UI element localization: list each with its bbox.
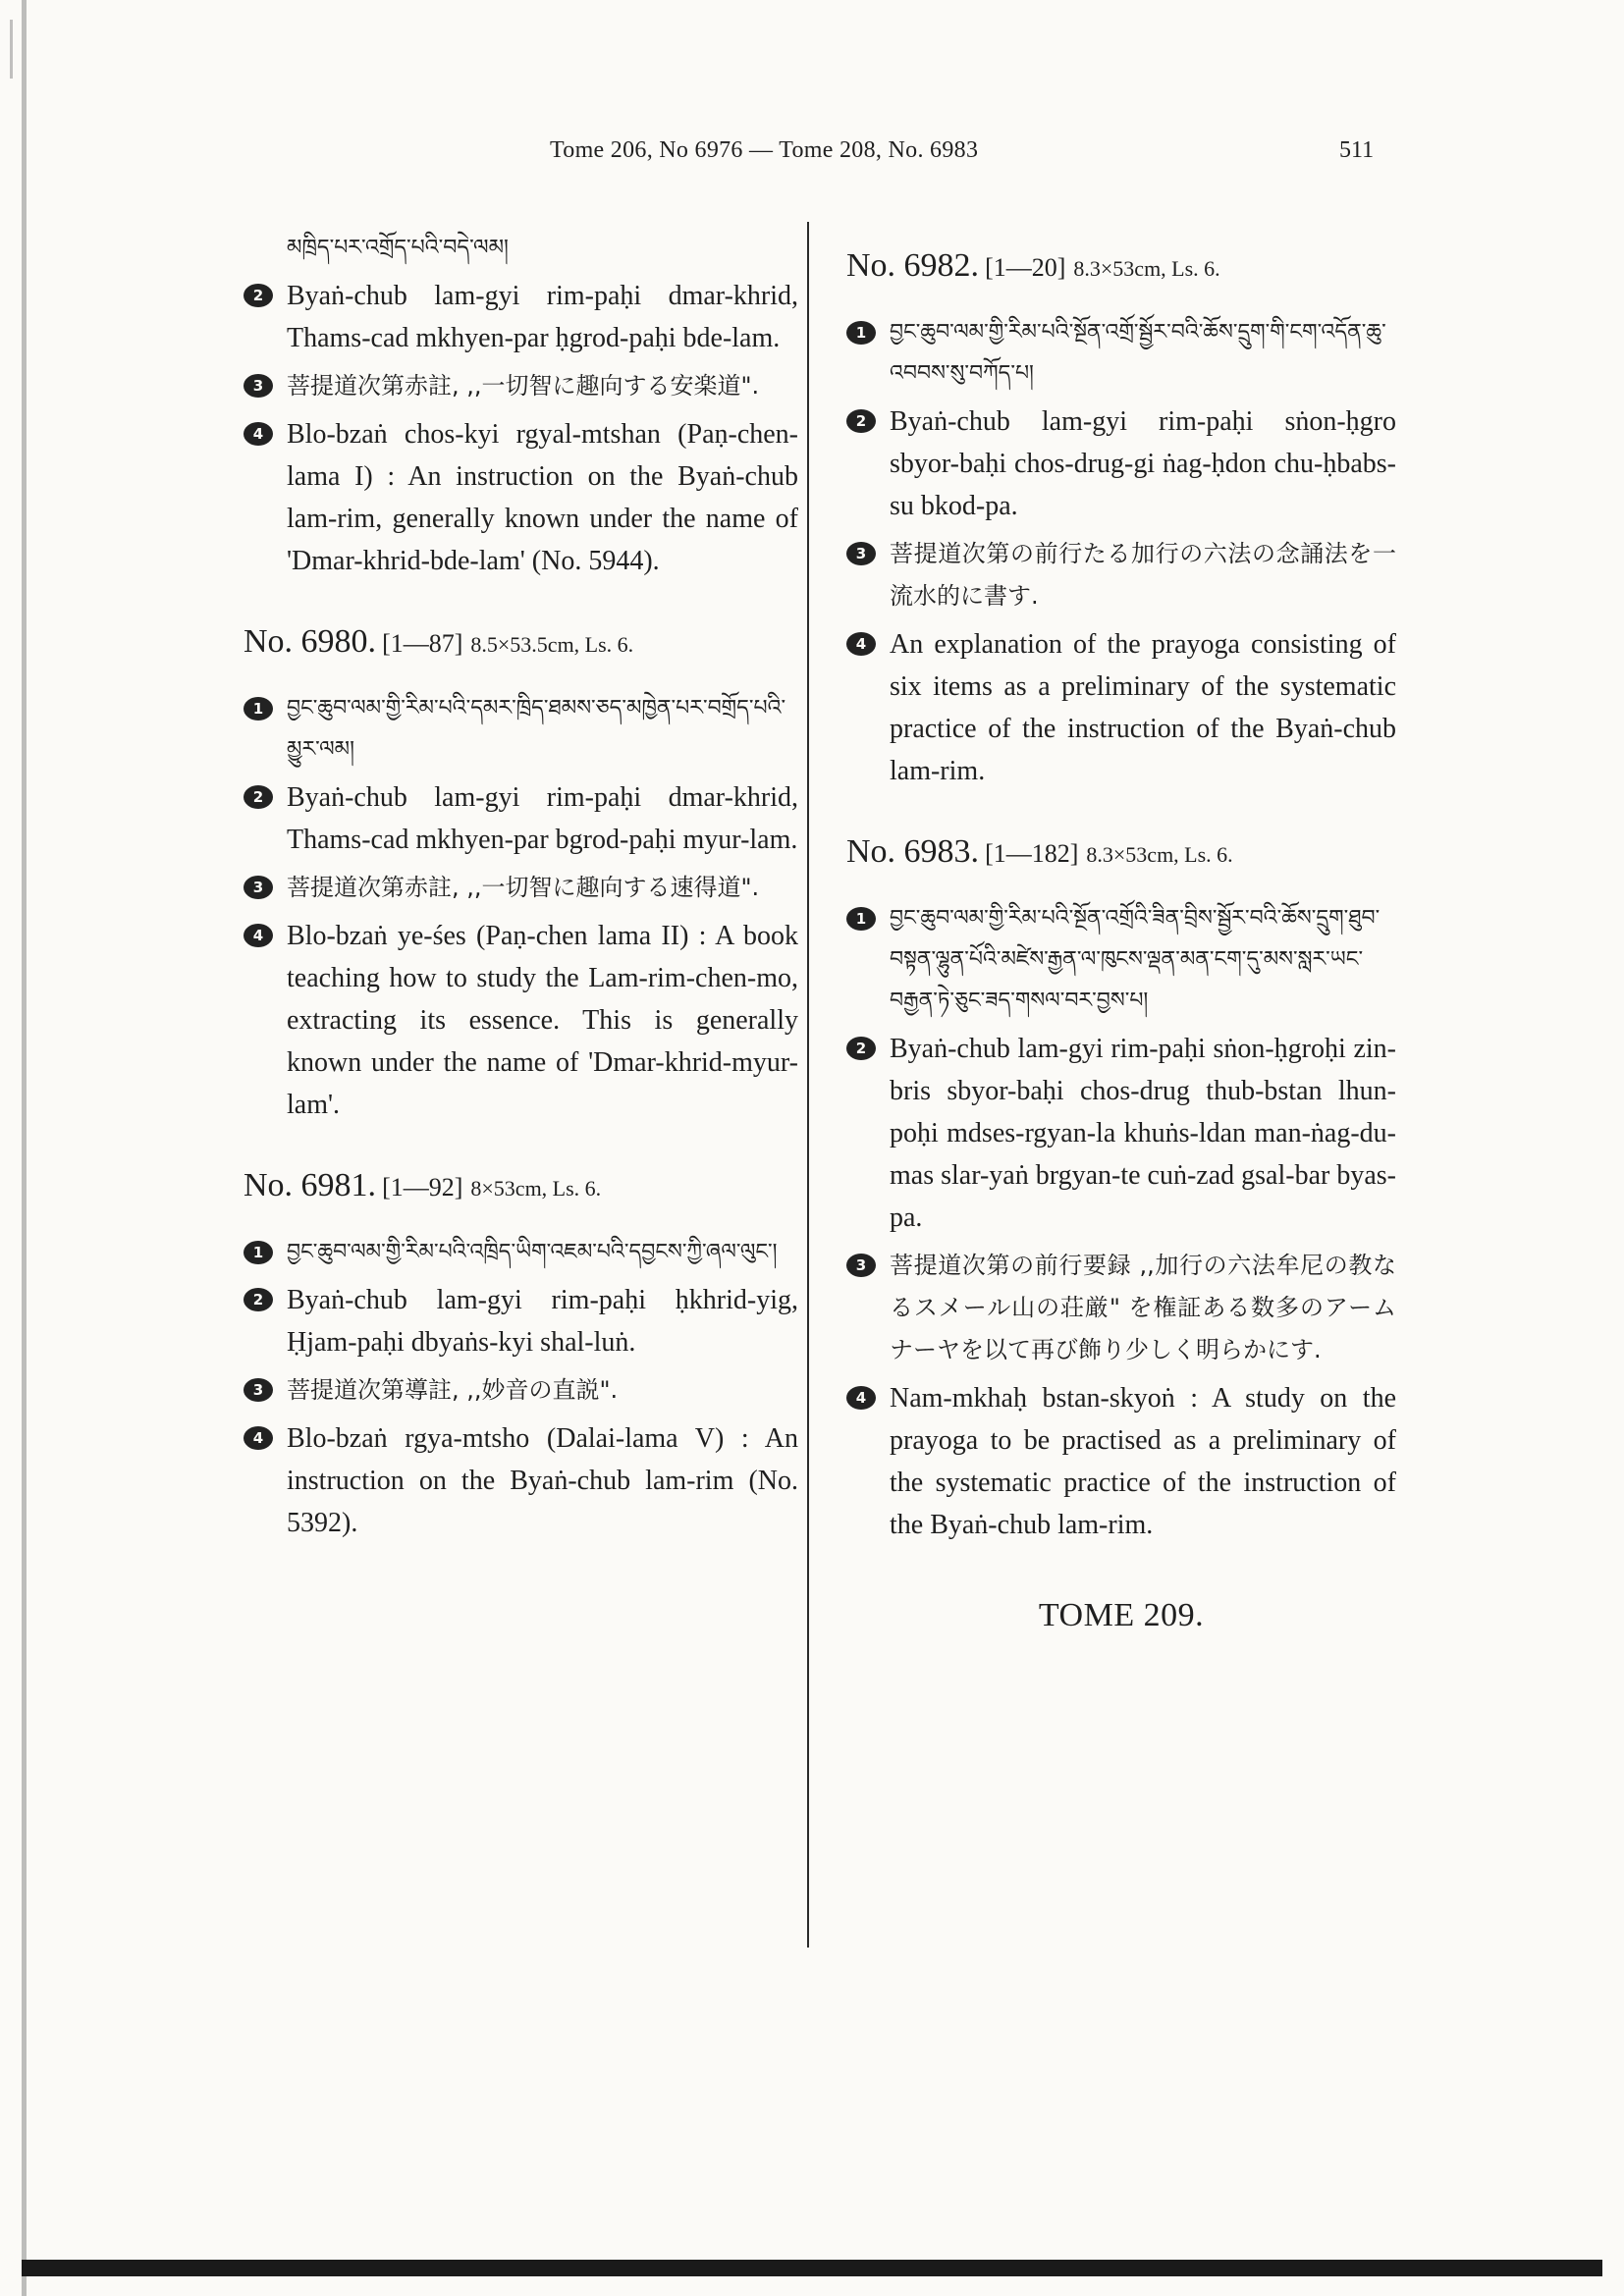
entry-gap (244, 1132, 798, 1167)
catalog-entry (244, 228, 798, 582)
entry-item (846, 623, 1396, 792)
folio-range: [1—20] (985, 253, 1066, 282)
item-number-badge: 2 (846, 1037, 876, 1060)
entry-item (244, 688, 798, 771)
item-number-badge: 2 (244, 785, 273, 809)
item-number-badge: 2 (846, 409, 876, 433)
item-number-badge: 3 (244, 374, 273, 398)
entry-heading (244, 1167, 798, 1204)
item-text: Byaṅ-chub lam-gyi rim-paḥi sṅon-ḥgro sbyor-baḥi chos-drug-gi ṅag-ḥdon chu-ḥbabs-su bkod-pa. (890, 406, 1396, 521)
tibetan-title: མཁྲིད་པར་འགྲོད་པའི་བདེ་ལམ། (287, 236, 509, 260)
item-number-badge: 2 (244, 284, 273, 307)
entry-number: No. 6982. (846, 247, 980, 284)
tibetan-title: བྱང་ཆུབ་ལམ་གྱི་རིམ་པའི་འཁྲིད་ཡིག་འཇམ་པའི་དབྱངས་ཀྱི་ཞལ་ལུང་། (287, 1240, 778, 1264)
scan-edge-mark (10, 20, 13, 79)
japanese-title: 菩提道次第の前行要録 ,,加行の六法牟尼の教なるスメール山の荘厳" を権証ある数多のアームナーヤを以て再び飾り少しく明らかにす. (890, 1252, 1396, 1363)
item-number-badge: 1 (846, 321, 876, 345)
catalog-entry (244, 1167, 798, 1544)
entry-item (244, 776, 798, 861)
item-number-badge: 4 (846, 1386, 876, 1410)
item-text: Blo-bzaṅ ye-śes (Paṇ-chen lama II) : A book teaching how to study the Lam-rim-chen-mo, extracting its essence. This is generally known under the name of 'Dmar-khrid-myur-lam'. (287, 921, 798, 1120)
entry-dimensions: 8.3×53cm, Ls. 6. (1086, 842, 1233, 867)
item-number-badge: 4 (244, 1426, 273, 1450)
entry-number: No. 6983. (846, 833, 980, 870)
entry-item (846, 1028, 1396, 1239)
item-number-badge: 4 (244, 924, 273, 947)
folio-range: [1—92] (382, 1173, 463, 1201)
entry-item (846, 400, 1396, 527)
japanese-title: 菩提道次第の前行たる加行の六法の念誦法を一流水的に書す. (890, 540, 1396, 610)
tibetan-title: བྱང་ཆུབ་ལམ་གྱི་རིམ་པའི་དམར་ཁྲིད་ཐམས་ཅད་མཁྱེན་པར་བགྲོད་པའི་མྱུར་ལམ། (287, 696, 786, 762)
japanese-title: 菩提道次第導註, ,,妙音の直説". (287, 1376, 619, 1404)
entry-dimensions: 8.5×53.5cm, Ls. 6. (470, 632, 634, 657)
entry-item (846, 312, 1396, 395)
item-text: Byaṅ-chub lam-gyi rim-paḥi dmar-khrid, Thams-cad mkhyen-par bgrod-paḥi myur-lam. (287, 782, 798, 855)
page-spine-shadow (22, 0, 27, 2296)
tibetan-title: བྱང་ཆུབ་ལམ་གྱི་རིམ་པའི་སྔོན་འགྲོའི་ཟིན་བྲིས་སྦྱོར་བའི་ཆོས་དྲུག་ཐུབ་བསྟན་ལྷུན་པོའི་མཛེས་རྒྱན་ལ་ཁུངས་ལྡན་མན་ངག་དུ་མས་སླར་ཡང་བརྒྱན་ཏེ་ཅུང་ཟད་གསལ་བར་བྱས་པ། (890, 906, 1380, 1013)
entry-gap (846, 798, 1396, 833)
entry-heading (846, 833, 1396, 871)
entry-dimensions: 8.3×53cm, Ls. 6. (1073, 256, 1220, 281)
folio-range: [1—87] (382, 629, 463, 658)
item-number-badge: 1 (846, 907, 876, 931)
item-text: Byaṅ-chub lam-gyi rim-paḥi ḥkhrid-yig, Ḥjam-paḥi dbyaṅs-kyi shal-luṅ. (287, 1285, 798, 1358)
entry-item (244, 1279, 798, 1363)
entry-item (244, 867, 798, 909)
entry-heading (846, 247, 1396, 285)
item-number-badge: 3 (846, 1254, 876, 1277)
left-column (244, 228, 798, 1550)
folio-range: [1—182] (985, 839, 1079, 868)
entry-item (244, 1417, 798, 1544)
column-divider (807, 222, 809, 1948)
japanese-title: 菩提道次第赤註, ,,一切智に趣向する安楽道". (287, 372, 760, 400)
entry-item (244, 228, 798, 269)
entry-item (846, 533, 1396, 617)
item-text: Byaṅ-chub lam-gyi rim-paḥi dmar-khrid, Thams-cad mkhyen-par ḥgrod-paḥi bde-lam. (287, 281, 798, 353)
item-text: Blo-bzaṅ rgya-mtsho (Dalai-lama V) : An instruction on the Byaṅ-chub lam-rim (No. 5392). (287, 1423, 798, 1538)
entry-item (846, 898, 1396, 1022)
entry-item (244, 413, 798, 582)
item-number-badge: 4 (244, 422, 273, 446)
catalog-entry (846, 247, 1396, 792)
entry-dimensions: 8×53cm, Ls. 6. (470, 1176, 602, 1201)
tome-heading: TOME 209. (1038, 1597, 1205, 1633)
japanese-title: 菩提道次第赤註, ,,一切智に趣向する速得道". (287, 874, 760, 901)
entry-number: No. 6981. (244, 1167, 377, 1203)
entry-heading (244, 623, 798, 661)
item-number-badge: 3 (244, 876, 273, 899)
catalog-entry (244, 623, 798, 1126)
entry-item (244, 1369, 798, 1412)
item-number-badge: 1 (244, 1241, 273, 1264)
item-text: Blo-bzaṅ chos-kyi rgyal-mtshan (Paṇ-chen-lama I) : An instruction on the Byaṅ-chub lam-rim, generally known under the name of 'Dmar-khrid-bde-lam' (No. 5944). (287, 419, 798, 576)
entry-gap (244, 588, 798, 623)
right-column (846, 247, 1396, 1634)
item-number-badge: 3 (846, 542, 876, 565)
catalog-entry (846, 833, 1396, 1546)
item-text: Nam-mkhaḥ bstan-skyoṅ : A study on the prayoga to be practised as a preliminary of the systematic practice of the instruction of the Byaṅ-chub lam-rim. (890, 1383, 1396, 1540)
item-text: Byaṅ-chub lam-gyi rim-paḥi sṅon-ḥgroḥi zin-bris sbyor-baḥi chos-drug thub-bstan lhun-poḥi mdses-rgyan-la khuṅs-ldan man-ṅag-du-mas slar-yaṅ brgyan-te cuṅ-zad gsal-bar byas-pa. (890, 1034, 1396, 1233)
entry-item (244, 1232, 798, 1273)
item-number-badge: 2 (244, 1288, 273, 1311)
entry-item (846, 1377, 1396, 1546)
entry-item (244, 275, 798, 359)
page-number: 511 (1339, 137, 1375, 163)
entry-item (244, 365, 798, 407)
item-text: An explanation of the prayoga consisting of six items as a preliminary of the systematic practice of the instruction of the Byaṅ-chub lam-rim. (890, 629, 1396, 786)
entry-item (846, 1245, 1396, 1371)
entry-number: No. 6980. (244, 623, 377, 660)
item-number-badge: 4 (846, 632, 876, 656)
page-bottom-edge (22, 2260, 1602, 2276)
tibetan-title: བྱང་ཆུབ་ལམ་གྱི་རིམ་པའི་སྔོན་འགྲོ་སྦྱོར་བའི་ཆོས་དྲུག་གི་ངག་འདོན་ཆུ་འབབས་སུ་བཀོད་པ། (890, 320, 1386, 386)
running-header: Tome 206, No 6976 — Tome 208, No. 6983 (550, 137, 979, 163)
item-number-badge: 1 (244, 697, 273, 721)
item-number-badge: 3 (244, 1378, 273, 1402)
entry-item (244, 915, 798, 1126)
